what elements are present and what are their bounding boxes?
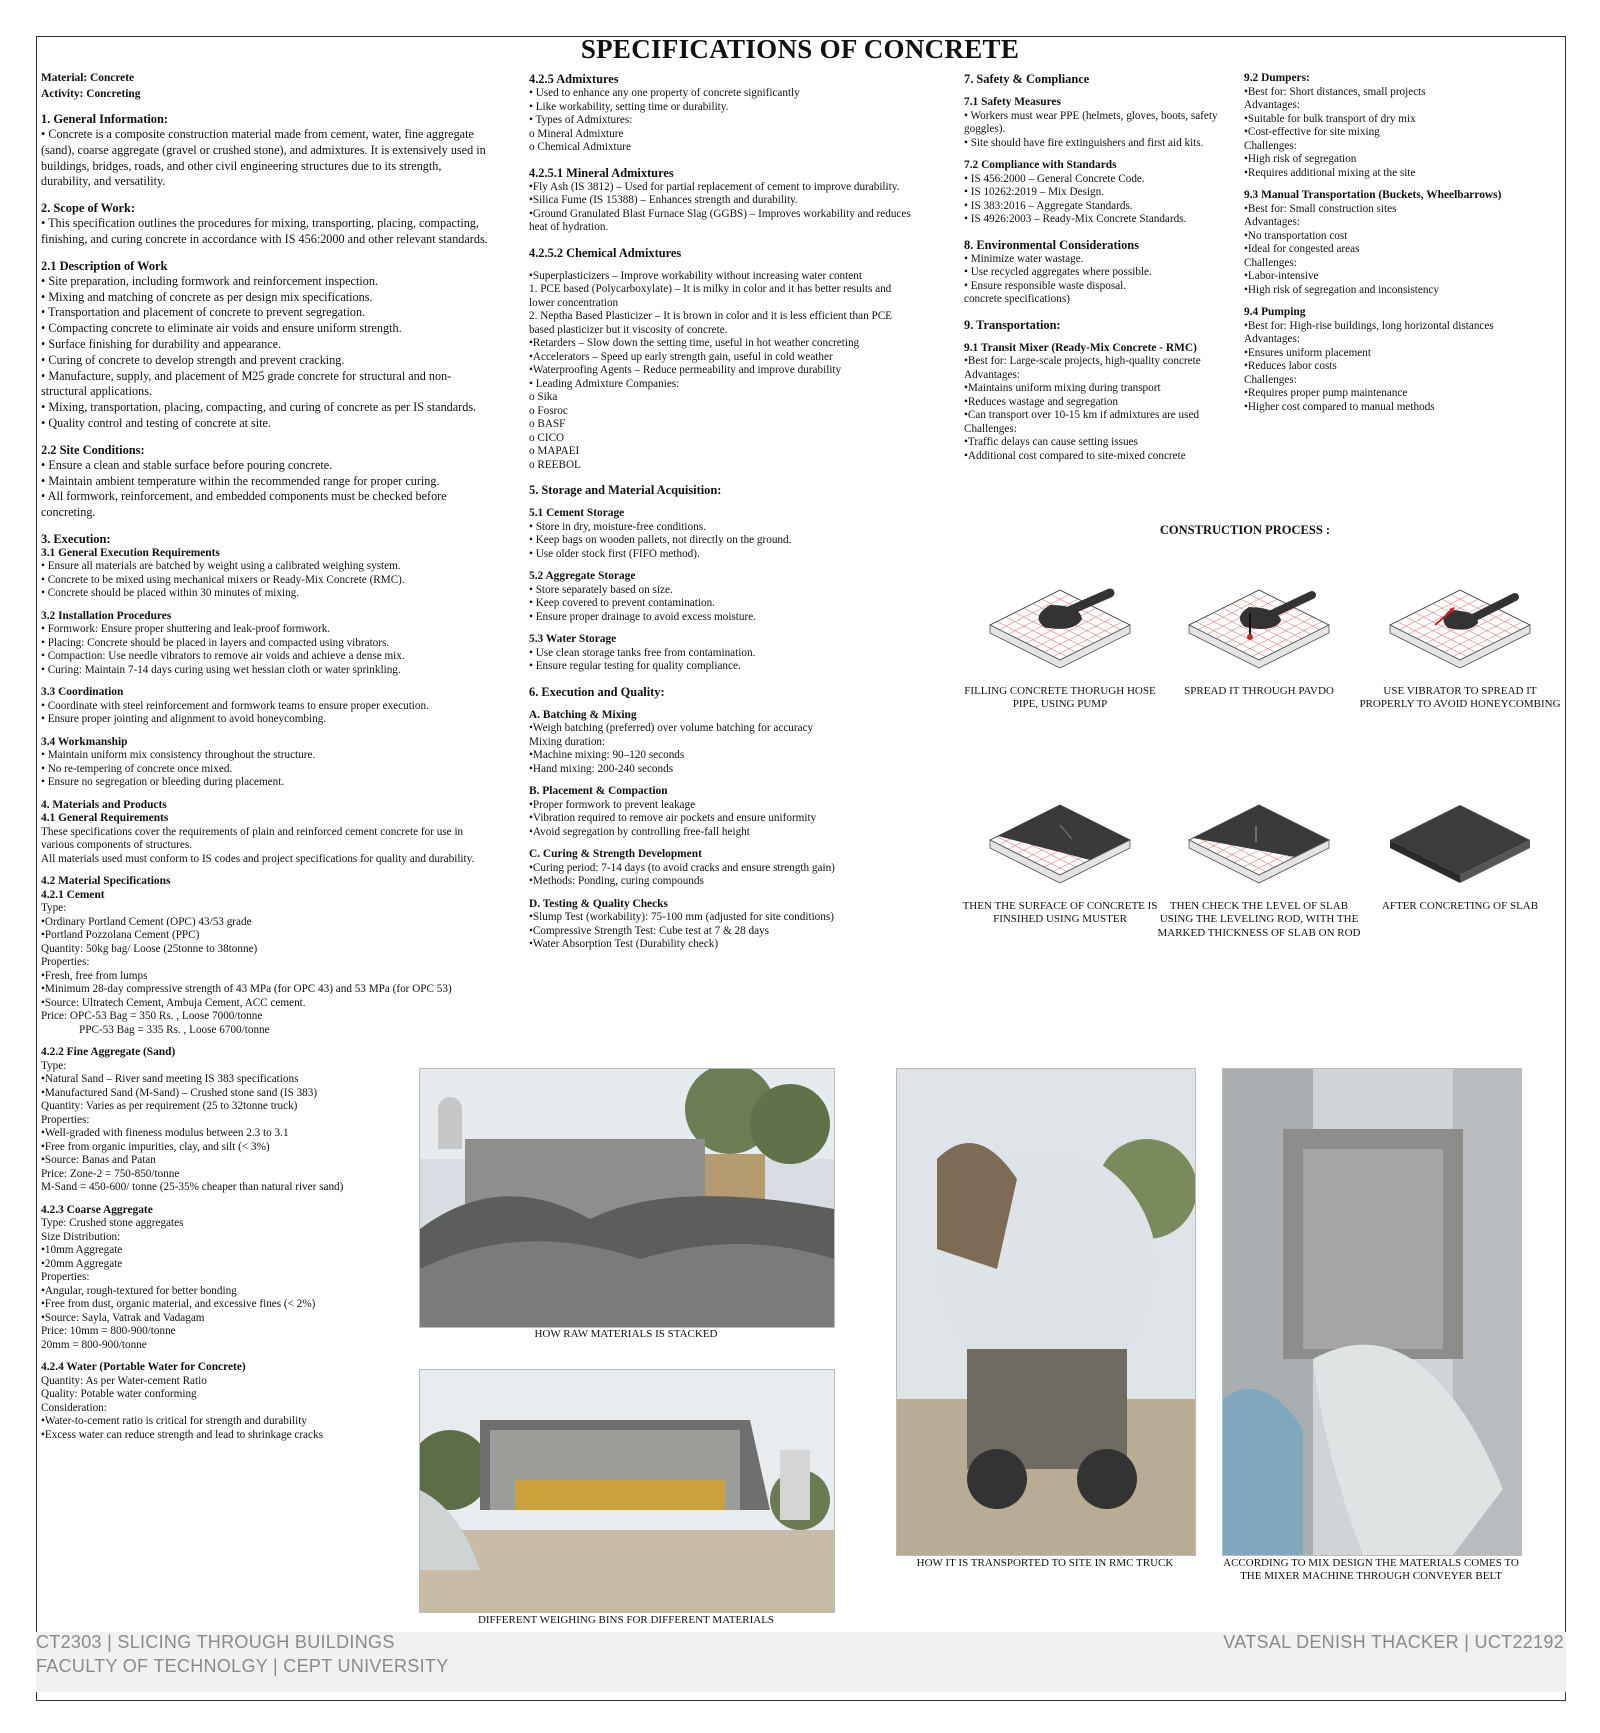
footer-course: CT2303 | SLICING THROUGH BUILDINGS xyxy=(36,1632,395,1652)
admixtures-heading: 4.2.5 Admixtures xyxy=(529,72,619,86)
list-item: •Ground Granulated Blast Furnace Slag (GGBS) – Improves workability and reduces heat of hydration. xyxy=(529,207,911,233)
list-item: •Fresh, free from lumps xyxy=(41,969,148,982)
list-item: •Excess water can reduce strength and lead to shrinkage cracks xyxy=(41,1428,323,1441)
list-item: o Fosroc xyxy=(529,404,568,417)
list-item: Challenges: xyxy=(1244,373,1297,386)
list-item: o Chemical Admixture xyxy=(529,141,631,153)
list-item: • IS 4926:2003 – Ready-Mix Concrete Standards. xyxy=(964,213,1187,225)
list-item: •Silica Fume (IS 15388) – Enhances strength and durability. xyxy=(529,194,798,206)
list-item: concrete specifications) xyxy=(964,293,1070,305)
list-item: •Natural Sand – River sand meeting IS 383 specifications xyxy=(41,1073,299,1086)
list-item: Advantages: xyxy=(1244,99,1300,111)
photo-conveyer-belt xyxy=(1222,1068,1522,1556)
list-item: • Site should have fire extinguishers and first aid kits. xyxy=(964,136,1204,149)
cement-storage-list xyxy=(529,521,914,562)
list-item: o BASF xyxy=(529,418,566,430)
list-item: •Traffic delays can cause setting issues xyxy=(964,436,1138,448)
list-item: • Minimize water wastage. xyxy=(964,252,1084,265)
list-item: • IS 456:2000 – General Concrete Code. xyxy=(964,172,1145,185)
column-2 xyxy=(529,72,914,952)
placement-list xyxy=(529,799,914,840)
list-item: • Ensure all materials are batched by weight using a calibrated weighing system. xyxy=(41,560,401,573)
list-item: •Suitable for bulk transport of dry mix xyxy=(1244,112,1416,125)
process-step-5-caption: THEN CHECK THE LEVEL OF SLAB USING THE LEVELING ROD, WITH THE MARKED THICKNESS OF SLAB ON ROD xyxy=(1157,900,1361,939)
list-item: • Workers must wear PPE (helmets, gloves, boots, safety goggles). xyxy=(964,109,1218,135)
slab-finish-icon xyxy=(985,800,1135,900)
slab-level-rod-icon xyxy=(1184,800,1334,900)
list-item: •Manufactured Sand (M-Sand) – Crushed stone sand (IS 383) xyxy=(41,1086,318,1099)
list-item: •Best for: Large-scale projects, high-quality concrete xyxy=(964,355,1201,367)
list-item: Size Distribution: xyxy=(41,1230,121,1243)
material-label: Material: Concrete xyxy=(41,72,135,84)
cement-price-ppc: PPC-53 Bag = 335 Rs. , Loose 6700/tonne xyxy=(79,1023,270,1036)
list-item: Advantages: xyxy=(1244,333,1300,345)
coordination-list xyxy=(41,700,491,727)
list-item: • Surface finishing for durability and appearance. xyxy=(41,336,282,351)
list-item: •Source: Ultratech Cement, Ambuja Cement, ACC cement. xyxy=(41,996,306,1009)
list-item: •Methods: Ponding, curing compounds xyxy=(529,875,704,887)
list-item: • All formwork, reinforcement, and embedded components must be checked before concreting. xyxy=(41,489,447,520)
list-item: •Portland Pozzolana Cement (PPC) xyxy=(41,929,200,942)
list-item: •Vibration required to remove air pockets and ensure uniformity xyxy=(529,812,817,824)
list-item: • Store in dry, moisture-free conditions. xyxy=(529,520,706,533)
list-item: • Placing: Concrete should be placed in layers and compacted using vibrators. xyxy=(41,636,390,649)
caption-raw-material-stacks: HOW RAW MATERIALS IS STACKED xyxy=(534,1328,718,1340)
cement-storage-heading: 5.1 Cement Storage xyxy=(529,507,625,519)
list-item: •No transportation cost xyxy=(1244,229,1348,242)
list-item: • Ensure regular testing for quality compliance. xyxy=(529,660,741,672)
material-specs-heading: 4.2 Material Specifications xyxy=(41,875,171,888)
list-item: • Use clean storage tanks free from contamination. xyxy=(529,646,756,659)
list-item: •Compressive Strength Test: Cube test at 7 & 28 days xyxy=(529,924,770,937)
list-item: • IS 383:2016 – Aggregate Standards. xyxy=(964,199,1133,212)
environment-heading: 8. Environmental Considerations xyxy=(964,237,1139,252)
list-item: • Ensure a clean and stable surface before pouring concrete. xyxy=(41,457,333,472)
list-item: •Waterproofing Agents – Reduce permeability and improve durability xyxy=(529,364,842,376)
photo-rmc-truck xyxy=(896,1068,1196,1556)
list-item: Advantages: xyxy=(1244,216,1300,228)
list-item: •Retarders – Slow down the setting time, useful in hot weather concreting xyxy=(529,337,860,349)
list-item: Price: 10mm = 800-900/tonne xyxy=(41,1325,176,1338)
chemical-admixtures-heading: 4.2.5.2 Chemical Admixtures xyxy=(529,245,682,260)
list-item: • Concrete should be placed within 30 minutes of mixing. xyxy=(41,587,300,600)
list-item: •Ensures uniform placement xyxy=(1244,346,1371,359)
list-item: •Hand mixing: 200-240 seconds xyxy=(529,762,674,775)
list-item: •Minimum 28-day compressive strength of 43 MPa (for OPC 43) and 53 MPa (for OPC 53) xyxy=(41,983,452,996)
caption-conveyer-belt: ACCORDING TO MIX DESIGN THE MATERIALS COMES TO THE MIXER MACHINE THROUGH CONVEYER BELT xyxy=(1223,1557,1519,1583)
list-item: •Labor-intensive xyxy=(1244,270,1319,282)
list-item: • Curing of concrete to develop strength and prevent cracking. xyxy=(41,352,345,367)
list-item: • No re-tempering of concrete once mixed. xyxy=(41,762,233,775)
list-item: • Ensure proper drainage to avoid excess moisture. xyxy=(529,610,756,623)
cement-heading: 4.2.1 Cement xyxy=(41,888,105,901)
manual-transport-heading: 9.3 Manual Transportation (Buckets, Wheelbarrows) xyxy=(1244,189,1502,201)
list-item: • Concrete to be mixed using mechanical mixers or Ready-Mix Concrete (RMC). xyxy=(41,573,405,586)
list-item: Advantages: xyxy=(964,368,1020,381)
list-item: Properties: xyxy=(41,1113,90,1126)
list-item: o REEBOL xyxy=(529,458,581,471)
list-item: •Best for: High-rise buildings, long horizontal distances xyxy=(1244,319,1494,332)
construction-process-title: CONSTRUCTION PROCESS : xyxy=(1159,523,1331,537)
environment-list xyxy=(964,253,1229,307)
list-item: • Store separately based on size. xyxy=(529,583,673,596)
execution-quality-heading: 6. Execution and Quality: xyxy=(529,684,665,699)
aggregate-storage-list xyxy=(529,584,914,625)
list-item: M-Sand = 450-600/ tonne (25-35% cheaper than natural river sand) xyxy=(41,1181,344,1194)
general-info-heading: 1. General Information: xyxy=(41,112,168,126)
list-item: •Source: Sayla, Vatrak and Vadagam xyxy=(41,1311,205,1324)
list-item: • Ensure no segregation or bleeding during placement. xyxy=(41,776,285,789)
placement-heading: B. Placement & Compaction xyxy=(529,785,668,797)
photo-weighing-bins xyxy=(419,1369,835,1613)
page-title: SPECIFICATIONS OF CONCRETE xyxy=(580,34,1020,64)
slab-complete-icon xyxy=(1385,800,1535,900)
materials-heading: 4. Materials and Products xyxy=(41,798,167,811)
list-item: •Fly Ash (IS 3812) – Used for partial replacement of cement to improve durability. xyxy=(529,180,900,193)
installation-list xyxy=(41,623,491,677)
list-item: •Machine mixing: 90–120 seconds xyxy=(529,749,685,761)
list-item: •Superplasticizers – Improve workability without increasing water content xyxy=(529,269,862,282)
footer-faculty: FACULTY OF TECHNOLGY | CEPT UNIVERSITY xyxy=(36,1656,449,1676)
list-item: •Accelerators – Speed up early strength gain, useful in cold weather xyxy=(529,350,833,363)
list-item: • Use recycled aggregates where possible. xyxy=(964,266,1152,278)
process-step-2-caption: SPREAD IT THROUGH PAVDO xyxy=(1184,685,1334,697)
list-item: •Well-graded with fineness modulus between 2.3 to 3.1 xyxy=(41,1127,289,1140)
list-item: Price: OPC-53 Bag = 350 Rs. , Loose 7000/tonne xyxy=(41,1010,263,1023)
list-item: • Compaction: Use needle vibrators to remove air voids and achieve a dense mix. xyxy=(41,650,405,663)
list-item: •20mm Aggregate xyxy=(41,1257,123,1270)
list-item: •High risk of segregation and inconsistency xyxy=(1244,283,1439,296)
list-item: • Types of Admixtures: xyxy=(529,114,633,126)
mineral-admixtures-heading: 4.2.5.1 Mineral Admixtures xyxy=(529,165,674,180)
list-item: • Like workability, setting time or durability. xyxy=(529,100,729,113)
list-item: Type: xyxy=(41,1059,67,1072)
materials-text-2: All materials used must conform to IS codes and project specifications for quality and durability. xyxy=(41,852,475,865)
list-item: • Transportation and placement of concrete to prevent segregation. xyxy=(41,305,366,320)
caption-rmc-truck: HOW IT IS TRANSPORTED TO SITE IN RMC TRUCK xyxy=(916,1557,1174,1569)
materials-text-1: These specifications cover the requirements of plain and reinforced cement concrete for use in various components of structures. xyxy=(41,825,464,852)
list-item: •Angular, rough-textured for better bonding xyxy=(41,1284,237,1297)
process-step-3 xyxy=(1355,585,1565,712)
execution-list xyxy=(41,560,491,601)
curing-heading: C. Curing & Strength Development xyxy=(529,848,702,860)
site-conditions-heading: 2.2 Site Conditions: xyxy=(41,442,145,457)
list-item: • Manufacture, supply, and placement of M25 grade concrete for structural and non-structural applications. xyxy=(41,368,452,399)
testing-heading: D. Testing & Quality Checks xyxy=(529,897,668,910)
description-list xyxy=(41,274,491,432)
list-item: • Coordinate with steel reinforcement and formwork teams to ensure proper execution. xyxy=(41,699,429,712)
scope-text: • This specification outlines the procedures for mixing, transporting, placing, compacting, finishing, and curing concrete in accordance with IS 456:2000 and other relevant standards. xyxy=(41,216,488,246)
list-item: • Mixing and matching of concrete as per design mix specifications. xyxy=(41,289,373,304)
general-requirements-heading: 4.1 General Requirements xyxy=(41,812,169,825)
list-item: •Reduces wastage and segregation xyxy=(964,395,1118,408)
water-storage-heading: 5.3 Water Storage xyxy=(529,633,617,645)
coordination-heading: 3.3 Coordination xyxy=(41,686,124,699)
list-item: •Requires additional mixing at the site xyxy=(1244,166,1416,179)
list-item: •Best for: Small construction sites xyxy=(1244,202,1397,215)
list-item: •Free from dust, organic material, and excessive fines (< 2%) xyxy=(41,1298,316,1311)
transit-mixer-list xyxy=(964,355,1229,463)
list-item: • Mixing, transportation, placing, compacting, and curing of concrete as per IS standards. xyxy=(41,400,477,415)
list-item: •Reduces labor costs xyxy=(1244,360,1337,372)
list-item: •10mm Aggregate xyxy=(41,1244,123,1257)
process-step-5 xyxy=(1154,800,1364,940)
list-item: •Ordinary Portland Cement (OPC) 43/53 grade xyxy=(41,915,252,928)
list-item: •Higher cost compared to manual methods xyxy=(1244,400,1435,413)
list-item: • Use older stock first (FIFO method). xyxy=(529,547,700,560)
list-item: •Curing period: 7-14 days (to avoid cracks and ensure strength gain) xyxy=(529,861,835,874)
process-step-3-caption: USE VIBRATOR TO SPREAD IT PROPERLY TO AVOID HONEYCOMBING xyxy=(1359,685,1561,711)
water-heading: 4.2.4 Water (Portable Water for Concrete) xyxy=(41,1361,246,1374)
list-item: Mixing duration: xyxy=(529,735,606,748)
list-item: • Maintain uniform mix consistency throughout the structure. xyxy=(41,749,316,762)
compliance-heading: 7.2 Compliance with Standards xyxy=(964,159,1117,171)
mineral-admixtures-list xyxy=(529,181,914,235)
dumpers-list xyxy=(1244,86,1544,181)
list-item: 2. Neptha Based Plasticizer – It is brown in color and it is less efficient than PCE based plasticizer but it viscosity of concrete. xyxy=(529,310,893,336)
coarse-aggregate-heading: 4.2.3 Coarse Aggregate xyxy=(41,1203,153,1216)
process-step-4 xyxy=(955,800,1165,927)
list-item: Quantity: Varies as per requirement (25 to 32tonne truck) xyxy=(41,1100,298,1113)
list-item: Challenges: xyxy=(1244,139,1297,152)
list-item: Consideration: xyxy=(41,1401,107,1414)
caption-weighing-bins: DIFFERENT WEIGHING BINS FOR DIFFERENT MATERIALS xyxy=(477,1614,775,1626)
transit-mixer-heading: 9.1 Transit Mixer (Ready-Mix Concrete - RMC) xyxy=(964,341,1197,354)
curing-list xyxy=(529,862,914,889)
list-item: • Formwork: Ensure proper shuttering and leak-proof formwork. xyxy=(41,623,331,636)
cement-list xyxy=(41,902,491,1024)
storage-heading: 5. Storage and Material Acquisition: xyxy=(529,483,722,497)
process-step-1 xyxy=(955,585,1165,712)
manual-transport-list xyxy=(1244,203,1544,298)
activity-label: Activity: Concreting xyxy=(41,87,141,100)
list-item: • Site preparation, including formwork and reinforcement inspection. xyxy=(41,273,378,288)
slab-pump-icon xyxy=(985,585,1135,685)
execution-subheading: 3.1 General Execution Requirements xyxy=(41,546,220,559)
safety-heading: 7. Safety & Compliance xyxy=(964,72,1090,86)
list-item: 1. PCE based (Polycarboxylate) – It is milky in color and it has better results and lower concentration xyxy=(529,283,892,309)
list-item: • Quality control and testing of concrete at site. xyxy=(41,415,272,430)
list-item: o Mineral Admixture xyxy=(529,127,624,140)
batching-heading: A. Batching & Mixing xyxy=(529,708,637,721)
list-item: • Maintain ambient temperature within the recommended range for proper curing. xyxy=(41,473,440,488)
batching-list xyxy=(529,722,914,776)
list-item: •Free from organic impurities, clay, and silt (< 3%) xyxy=(41,1140,270,1153)
column-4 xyxy=(1244,72,1544,414)
testing-list xyxy=(529,911,914,952)
compliance-list xyxy=(964,173,1229,227)
slab-spread-icon xyxy=(1184,585,1334,685)
list-item: • Keep bags on wooden pallets, not directly on the ground. xyxy=(529,534,792,546)
list-item: Challenges: xyxy=(964,422,1017,435)
list-item: o MAPAEI xyxy=(529,445,580,457)
list-item: •Slump Test (workability): 75-100 mm (adjusted for site conditions) xyxy=(529,911,834,923)
process-step-2 xyxy=(1154,585,1364,698)
site-conditions-list xyxy=(41,458,491,521)
list-item: •Ideal for congested areas xyxy=(1244,243,1360,255)
list-item: •Weigh batching (preferred) over volume batching for accuracy xyxy=(529,722,814,734)
list-item: o Sika xyxy=(529,391,558,403)
list-item: •Water Absorption Test (Durability check) xyxy=(529,938,719,950)
transportation-heading: 9. Transportation: xyxy=(964,317,1061,332)
process-step-6 xyxy=(1355,800,1565,913)
list-item: 20mm = 800-900/tonne xyxy=(41,1338,147,1351)
list-item: • Keep covered to prevent contamination. xyxy=(529,597,715,609)
list-item: •Cost-effective for site mixing xyxy=(1244,126,1380,138)
footer-author: VATSAL DENISH THACKER | UCT22192 xyxy=(1223,1632,1564,1652)
chemical-admixtures-list xyxy=(529,270,914,473)
process-step-6-caption: AFTER CONCRETING OF SLAB xyxy=(1381,900,1539,912)
aggregate-storage-heading: 5.2 Aggregate Storage xyxy=(529,570,636,582)
safety-measures-list xyxy=(964,110,1229,151)
list-item: Price: Zone-2 = 750-850/tonne xyxy=(41,1167,180,1180)
list-item: •Best for: Short distances, small projects xyxy=(1244,85,1426,98)
general-info-text: • Concrete is a composite construction material made from cement, water, fine aggregate (sand), coarse aggregate (gravel or crushed stone), and admixtures. It is extensively used in buildings, bridges, roads, and other civil engineering structures due to its strength, durability, and versatility. xyxy=(41,127,486,189)
list-item: • IS 10262:2019 – Mix Design. xyxy=(964,186,1105,198)
list-item: •Requires proper pump maintenance xyxy=(1244,387,1408,399)
description-heading: 2.1 Description of Work xyxy=(41,258,168,273)
list-item: • Ensure proper jointing and alignment to avoid honeycombing. xyxy=(41,713,327,726)
list-item: •Can transport over 10-15 km if admixtures are used xyxy=(964,409,1200,421)
photo-raw-material-stacks xyxy=(419,1068,835,1328)
list-item: • Used to enhance any one property of concrete significantly xyxy=(529,87,800,99)
pumping-list xyxy=(1244,320,1544,415)
safety-measures-heading: 7.1 Safety Measures xyxy=(964,96,1061,108)
dumpers-heading: 9.2 Dumpers: xyxy=(1244,72,1310,84)
list-item: •Proper formwork to prevent leakage xyxy=(529,798,696,811)
list-item: Type: xyxy=(41,902,67,915)
execution-heading: 3. Execution: xyxy=(41,531,111,546)
process-step-1-caption: FILLING CONCRETE THORUGH HOSE PIPE, USING PUMP xyxy=(964,685,1156,711)
list-item: Challenges: xyxy=(1244,256,1297,269)
list-item: Quantity: As per Water-cement Ratio xyxy=(41,1374,207,1387)
list-item: Type: Crushed stone aggregates xyxy=(41,1217,184,1230)
list-item: •Avoid segregation by controlling free-fall height xyxy=(529,825,750,838)
scope-heading: 2. Scope of Work: xyxy=(41,201,136,216)
list-item: • Ensure responsible waste disposal. xyxy=(964,279,1127,292)
list-item: • Curing: Maintain 7-14 days curing using wet hessian cloth or water sprinkling. xyxy=(41,663,401,676)
list-item: •Additional cost compared to site-mixed concrete xyxy=(964,449,1186,462)
list-item: •High risk of segregation xyxy=(1244,153,1357,165)
list-item: Quality: Potable water conforming xyxy=(41,1388,197,1401)
workmanship-heading: 3.4 Workmanship xyxy=(41,735,128,748)
workmanship-list xyxy=(41,749,491,790)
slab-vibrator-icon xyxy=(1385,585,1535,685)
sand-heading: 4.2.2 Fine Aggregate (Sand) xyxy=(41,1046,176,1059)
pumping-heading: 9.4 Pumping xyxy=(1244,306,1306,318)
list-item: •Source: Banas and Patan xyxy=(41,1154,156,1167)
list-item: Properties: xyxy=(41,1271,90,1284)
installation-heading: 3.2 Installation Procedures xyxy=(41,609,172,622)
list-item: •Water-to-cement ratio is critical for strength and durability xyxy=(41,1415,307,1428)
process-step-4-caption: THEN THE SURFACE OF CONCRETE IS FINSIHED USING MUSTER xyxy=(962,900,1158,926)
column-3 xyxy=(964,72,1229,463)
admixtures-list xyxy=(529,87,914,155)
list-item: Properties: xyxy=(41,956,90,969)
list-item: o CICO xyxy=(529,431,565,444)
list-item: •Maintains uniform mixing during transport xyxy=(964,382,1161,394)
list-item: • Leading Admixture Companies: xyxy=(529,377,680,390)
list-item: • Compacting concrete to eliminate air voids and ensure uniform strength. xyxy=(41,321,402,336)
list-item: Quantity: 50kg bag/ Loose (25tonne to 38tonne) xyxy=(41,942,258,955)
water-storage-list xyxy=(529,647,914,674)
